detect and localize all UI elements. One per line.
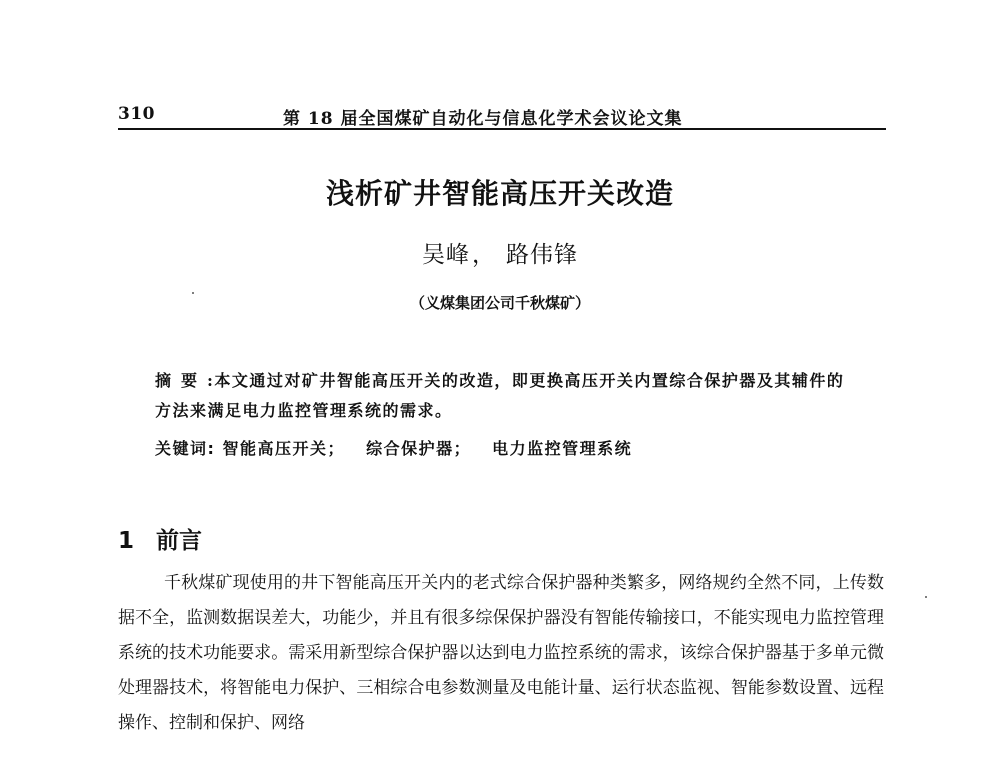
section-number: 1 (118, 528, 135, 554)
scan-speck (925, 596, 927, 598)
abstract-colon: : (207, 371, 215, 390)
keyword-3: 电力监控管理系统 (492, 439, 633, 458)
body-paragraph: 千秋煤矿现使用的井下智能高压开关内的老式综合保护器种类繁多，网络规约全然不同，上传数据不全，监测数据误差大，功能少，并且有很多综保保护器没有智能传输接口，不能实现电力监控管理系统的技术功能要求。需采用新型综合保护器以达到电力监控系统的需求，该综合保护器基于多单元微处理器技术，将智能电力保护、三相综合电参数测量及电能计量、运行状态监视、智能参数设置、远程操作、控制和保护、网络 (118, 573, 884, 733)
abstract-text: 本文通过对矿井智能高压开关的改造，即更换高压开关内置综合保护器及其辅件的方法来满足电力监控管理系统的需求。 (155, 371, 845, 420)
abstract (155, 366, 855, 426)
affiliation: （义煤集团公司千秋煤矿） (409, 294, 590, 312)
section-title: 前言 (156, 528, 203, 554)
author-2: 路伟锋 (506, 242, 578, 268)
section-heading (118, 522, 202, 555)
keyword-1: 智能高压开关； (222, 439, 345, 458)
author-1: 吴峰 (422, 242, 470, 268)
author-separator: ， (472, 242, 496, 268)
keywords (155, 436, 855, 459)
abstract-label: 摘要 (155, 371, 208, 390)
keyword-2: 综合保护器； (366, 439, 472, 458)
scan-speck (192, 292, 194, 294)
running-header (118, 104, 886, 130)
journal-title: 第 18 届全国煤矿自动化与信息化学术会议论文集 (283, 109, 683, 129)
page-number: 310 (118, 104, 155, 124)
keywords-label: 关键词: (155, 439, 216, 458)
article-title: 浅析矿井智能高压开关改造 (325, 177, 674, 210)
author-list (0, 236, 1000, 269)
